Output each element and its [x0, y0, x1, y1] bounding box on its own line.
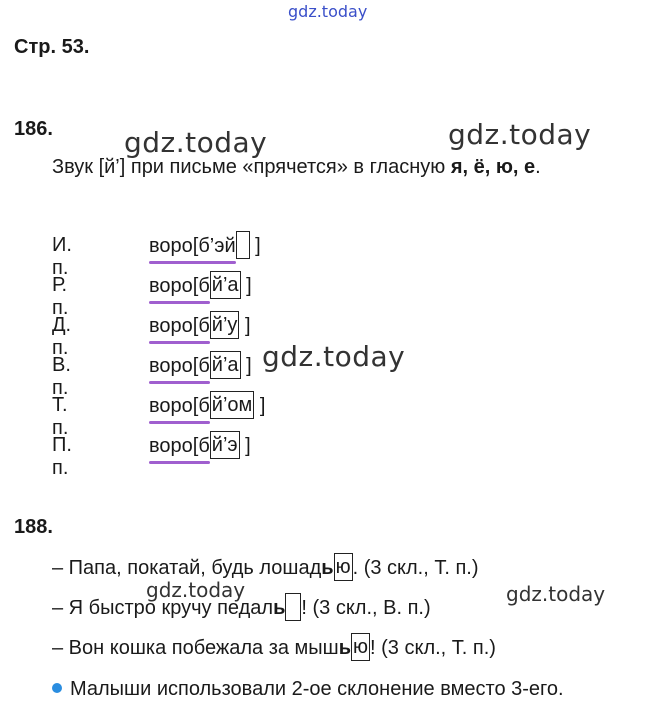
- ending-box: й’э: [210, 431, 240, 459]
- exercise-188-number: 188.: [14, 516, 53, 538]
- ending-box: й’а: [210, 271, 241, 299]
- page-label: Стр. 53.: [14, 36, 90, 58]
- exercise-186-rule: [52, 156, 541, 179]
- ending-box: [236, 231, 250, 259]
- rule-end: .: [535, 156, 541, 178]
- watermark: gdz.today: [146, 578, 246, 602]
- sentence-line: – Папа, покатай, будь лошадь ю . (3 скл., Т. п.): [52, 556, 479, 581]
- case-label: В. п.: [52, 354, 71, 399]
- sentence-line: – Вон кошка побежала за мышь ю ! (3 скл., Т. п.): [52, 636, 496, 661]
- case-label: И. п.: [52, 234, 72, 279]
- ending-box: й’а: [210, 351, 241, 379]
- rule-text: Звук [й’] при письме «прячется» в гласную: [52, 156, 451, 178]
- watermark: gdz.today: [448, 118, 592, 151]
- ending-box: й’у: [210, 311, 240, 339]
- word-stem: воро[б: [149, 394, 210, 417]
- word-stem: воро[б: [149, 354, 210, 377]
- soft-sign: ь: [273, 596, 286, 619]
- ending-box: й’ом: [210, 391, 255, 419]
- watermark: gdz.today: [288, 2, 368, 21]
- case-transcription: воро[б’эй ]: [149, 234, 261, 259]
- case-label: Т. п.: [52, 394, 69, 439]
- ending-box: ю: [351, 633, 370, 661]
- case-transcription: воро[б й’а ]: [149, 354, 252, 379]
- sentence-line: – Я быстро кручу педаль ! (3 скл., В. п.): [52, 596, 431, 621]
- word-stem: воро[б: [149, 314, 210, 337]
- ending-box: [285, 593, 301, 621]
- watermark: gdz.today: [506, 582, 606, 606]
- case-transcription: воро[б й’ом ]: [149, 394, 265, 419]
- rule-letters: я, ё, ю, е: [450, 156, 536, 178]
- word-stem: воро[б: [149, 434, 210, 457]
- soft-sign: ь: [338, 636, 352, 659]
- word-stem: воро[б: [149, 274, 210, 297]
- ending-box: ю: [334, 553, 353, 581]
- word-stem: воро[б’эй: [149, 234, 236, 257]
- note-line: [52, 678, 564, 701]
- case-transcription: воро[б й’а ]: [149, 274, 252, 299]
- case-label: Д. п.: [52, 314, 72, 359]
- case-label: Р. п.: [52, 274, 69, 319]
- case-label: П. п.: [52, 434, 72, 479]
- watermark: gdz.today: [124, 126, 268, 159]
- exercise-186-number: 186.: [14, 118, 53, 140]
- watermark: gdz.today: [262, 340, 406, 373]
- bullet-icon: [52, 683, 62, 693]
- case-transcription: воро[б й’у ]: [149, 314, 251, 339]
- case-transcription: воро[б й’э ]: [149, 434, 251, 459]
- soft-sign: ь: [321, 556, 334, 579]
- note-text: Малыши использовали 2-ое склонение вместо 3-его.: [70, 678, 564, 700]
